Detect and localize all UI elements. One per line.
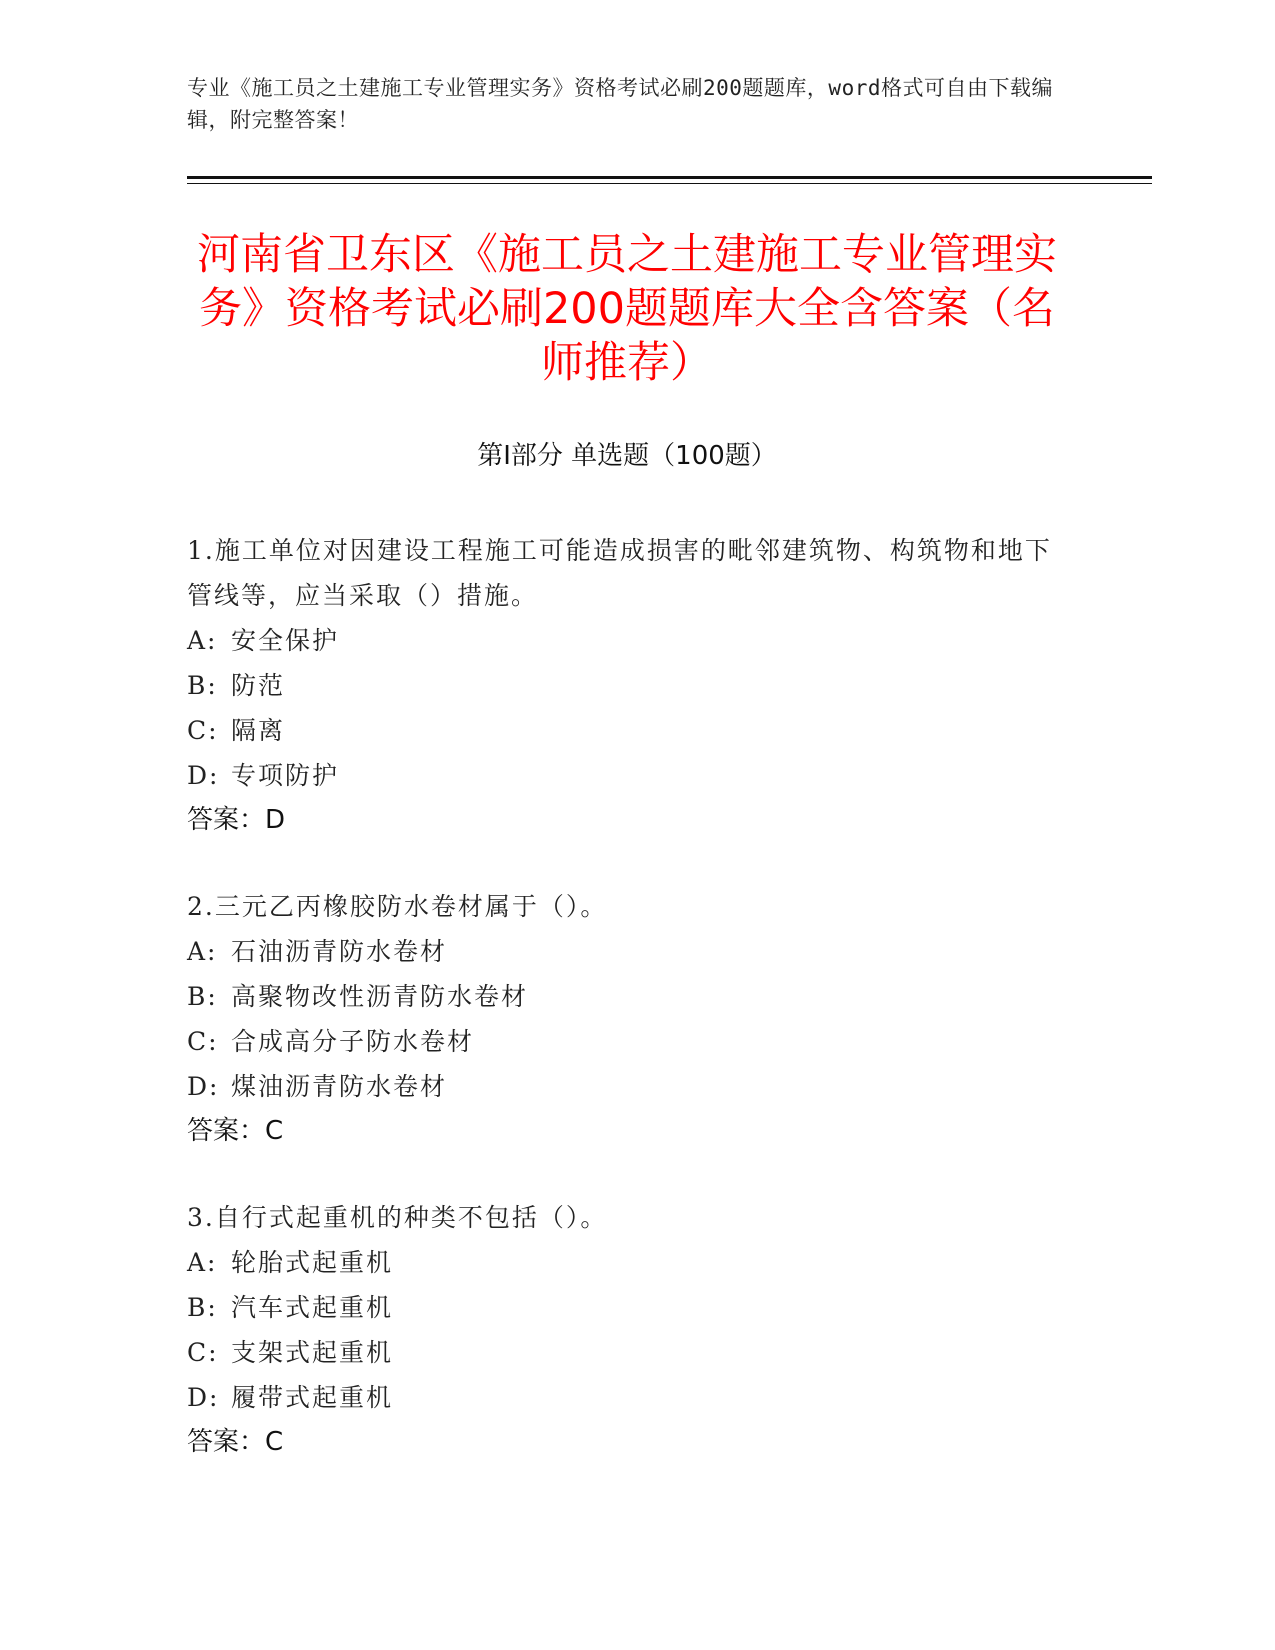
- option-letter: A:: [187, 937, 218, 966]
- answer-line: 答案：C: [187, 1427, 284, 1457]
- option-c: [187, 708, 1067, 753]
- option-letter: D:: [187, 761, 220, 790]
- option-letter: B:: [187, 982, 218, 1011]
- option-text: 隔离: [231, 716, 286, 745]
- option-a: [187, 1240, 1067, 1285]
- header-rule-thick: [187, 176, 1152, 179]
- header-note: 专业《施工员之土建施工专业管理实务》资格考试必刷200题题库，word格式可自由下载编辑，附完整答案！: [187, 76, 1053, 132]
- answer-line: 答案：D: [187, 805, 286, 835]
- question-text: 3.自行式起重机的种类不包括（）。: [187, 1203, 608, 1232]
- option-text: 煤油沥青防水卷材: [231, 1072, 448, 1101]
- option-letter: D:: [187, 1072, 220, 1101]
- option-d: [187, 1375, 1067, 1420]
- option-letter: A:: [187, 626, 218, 655]
- question-2: [187, 884, 1067, 1154]
- option-text: 支架式起重机: [231, 1338, 394, 1367]
- header-rule-thin: [187, 183, 1152, 184]
- option-c: [187, 1019, 1067, 1064]
- option-d: [187, 753, 1067, 798]
- option-b: [187, 1285, 1067, 1330]
- option-text: 高聚物改性沥青防水卷材: [231, 982, 529, 1011]
- option-letter: C:: [187, 1338, 219, 1367]
- option-letter: B:: [187, 1293, 218, 1322]
- option-d: [187, 1064, 1067, 1109]
- question-1: [187, 528, 1067, 843]
- option-text: 石油沥青防水卷材: [231, 937, 448, 966]
- option-letter: C:: [187, 1027, 219, 1056]
- question-text: 1.施工单位对因建设工程施工可能造成损害的毗邻建筑物、构筑物和地下管线等，应当采取（）措施。: [187, 536, 1052, 610]
- question-3: [187, 1195, 1067, 1465]
- option-text: 专项防护: [231, 761, 340, 790]
- option-c: [187, 1330, 1067, 1375]
- document-title: 河南省卫东区《施工员之土建施工专业管理实务》资格考试必刷200题题库大全含答案（名师推荐）: [197, 230, 1057, 388]
- option-text: 合成高分子防水卷材: [231, 1027, 475, 1056]
- option-a: [187, 618, 1067, 663]
- option-letter: B:: [187, 671, 218, 700]
- option-text: 防范: [231, 671, 286, 700]
- question-text: 2.三元乙丙橡胶防水卷材属于（）。: [187, 892, 608, 921]
- question-list: [187, 528, 1067, 1506]
- option-letter: D:: [187, 1383, 220, 1412]
- option-text: 履带式起重机: [231, 1383, 394, 1412]
- option-b: [187, 974, 1067, 1019]
- section-heading: 第I部分 单选题（100题）: [477, 441, 777, 471]
- option-b: [187, 663, 1067, 708]
- option-letter: C:: [187, 716, 219, 745]
- option-a: [187, 929, 1067, 974]
- option-text: 轮胎式起重机: [231, 1248, 394, 1277]
- option-text: 安全保护: [231, 626, 340, 655]
- option-text: 汽车式起重机: [231, 1293, 394, 1322]
- option-letter: A:: [187, 1248, 218, 1277]
- answer-line: 答案：C: [187, 1116, 284, 1146]
